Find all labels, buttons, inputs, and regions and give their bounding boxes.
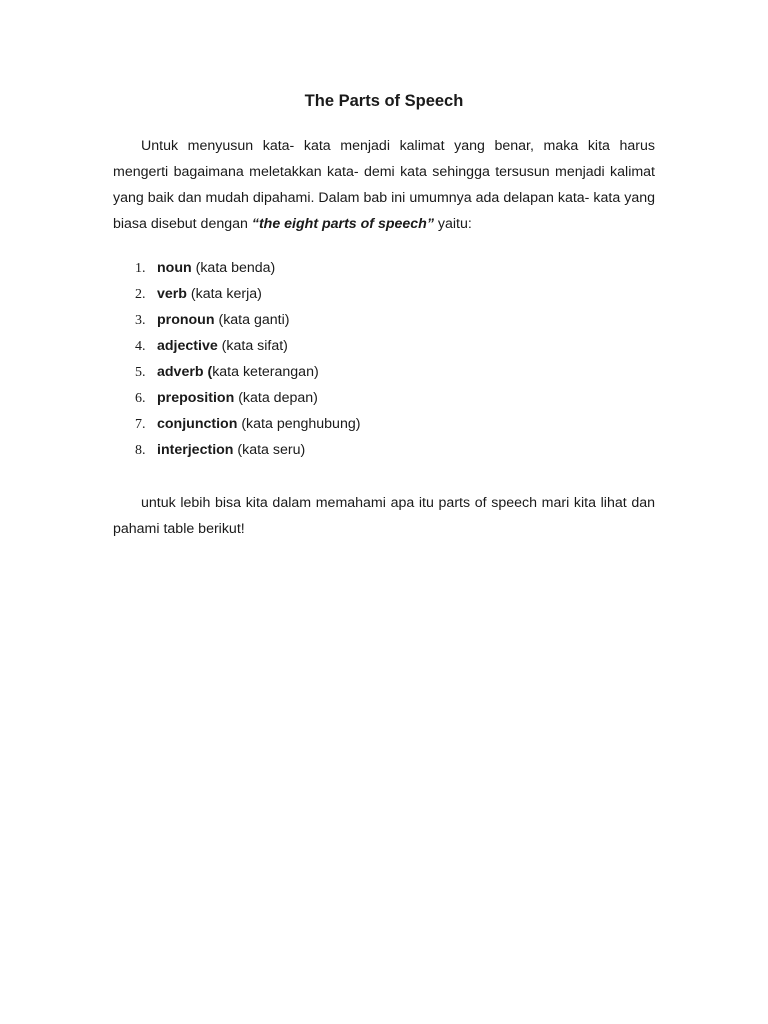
list-item-term: adjective xyxy=(157,338,218,354)
outro-paragraph: untuk lebih bisa kita dalam memahami apa itu parts of speech mari kita lihat dan pahami table berikut! xyxy=(113,495,655,537)
list-item-gloss: (kata sifat) xyxy=(217,338,288,354)
list-item-number: 1. xyxy=(135,261,146,276)
list-item xyxy=(113,255,655,281)
page-title: The Parts of Speech xyxy=(304,92,464,110)
parts-of-speech-list xyxy=(113,255,655,463)
list-item-number: 8. xyxy=(135,443,146,458)
list-item-number: 3. xyxy=(135,313,146,328)
list-item-number: 2. xyxy=(135,287,146,302)
list-item-term: conjunction xyxy=(157,416,238,432)
list-item xyxy=(113,333,655,359)
list-item-number: 7. xyxy=(135,417,146,432)
list-item-term: adverb ( xyxy=(157,364,213,380)
list-item-gloss: (kata benda) xyxy=(191,260,276,276)
list-item xyxy=(113,411,655,437)
list-item xyxy=(113,385,655,411)
list-item xyxy=(113,359,655,385)
list-item-gloss: (kata ganti) xyxy=(214,312,290,328)
list-item xyxy=(113,281,655,307)
list-item-term: interjection xyxy=(157,442,234,458)
intro-text-end: yaitu: xyxy=(433,216,472,232)
list-item xyxy=(113,307,655,333)
list-item-number: 6. xyxy=(135,391,146,406)
list-item-gloss: (kata depan) xyxy=(234,390,318,406)
list-item-gloss: kata keterangan) xyxy=(212,364,319,380)
list-item-term: preposition xyxy=(157,390,235,406)
intro-emphasis: “the eight parts of speech” xyxy=(251,216,434,232)
list-item-number: 4. xyxy=(135,339,146,354)
list-item xyxy=(113,437,655,463)
intro-text: Untuk menyusun kata- kata menjadi kalimat yang benar, maka kita harus mengerti bagaimana meletakkan kata- demi kata sehingga tersusun menjadi kalimat yang baik dan mudah dipahami. Dalam bab ini umumnya ada delapan kata- kata yang biasa disebut dengan xyxy=(113,138,655,232)
list-item-gloss: (kata kerja) xyxy=(186,286,262,302)
list-item-term: verb xyxy=(157,286,187,302)
list-item-gloss: (kata seru) xyxy=(233,442,306,458)
list-item-number: 5. xyxy=(135,365,146,380)
intro-paragraph xyxy=(113,133,655,237)
list-item-term: noun xyxy=(157,260,192,276)
list-item-gloss: (kata penghubung) xyxy=(237,416,361,432)
list-item-term: pronoun xyxy=(157,312,215,328)
